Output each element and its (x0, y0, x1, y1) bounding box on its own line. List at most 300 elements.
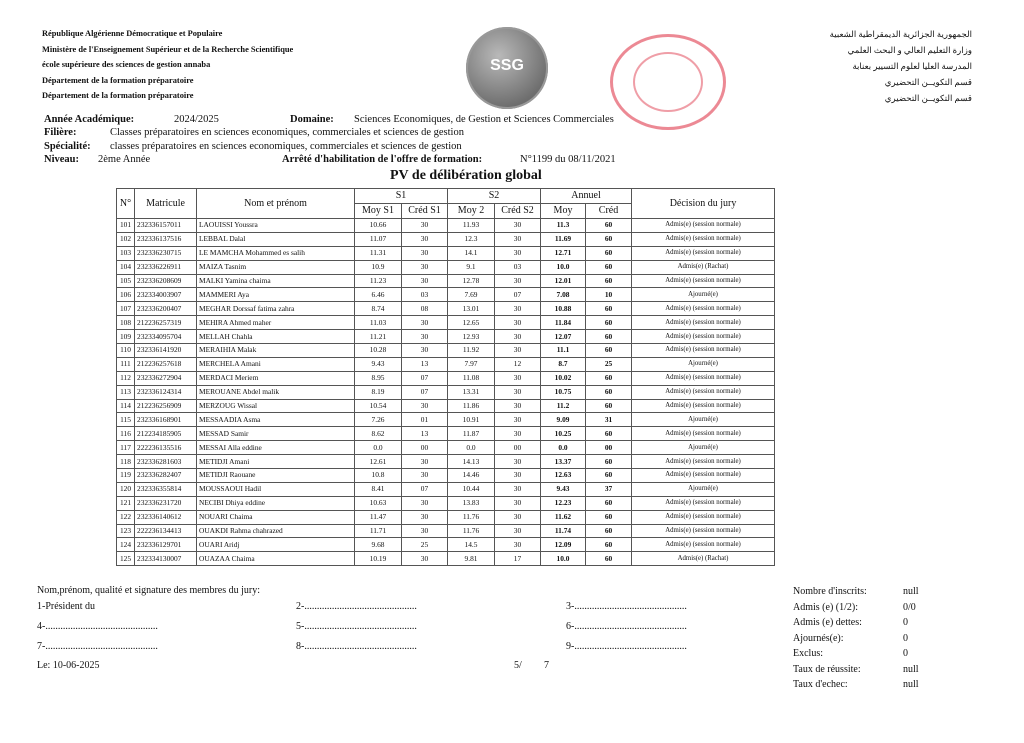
page-title: PV de délibération global (390, 168, 542, 183)
jury-member-4: 4-............................................. (37, 621, 158, 632)
cell-matricule: 232336141920 (135, 344, 197, 358)
cell-moy-s2: 12.93 (448, 330, 495, 344)
cell-matricule: 212236257618 (135, 357, 197, 371)
cell-moy: 10.02 (541, 371, 586, 385)
stat-label: Exclus: (793, 648, 823, 659)
cell-cred-s1: 30 (402, 232, 448, 246)
cell-matricule: 212236256909 (135, 399, 197, 413)
annee-value: 2024/2025 (174, 114, 219, 125)
cell-moy: 12.07 (541, 330, 586, 344)
header-left-line: Département de la formation préparatoire (42, 91, 194, 100)
header-annuel: Annuel (541, 189, 632, 204)
header-nom: Nom et prénom (197, 189, 355, 219)
header-right-line: وزارة التعليم العالي و البحث العلمي (847, 45, 972, 55)
cell-nom: MAIZA Tasnim (197, 260, 355, 274)
cell-moy-s2: 7.69 (448, 288, 495, 302)
cell-decision: Admis(e) (session normale) (632, 246, 775, 260)
cell-moy: 12.23 (541, 496, 586, 510)
cell-cred: 60 (586, 510, 632, 524)
stat-row (793, 600, 916, 616)
cell-nom: MERCHELA Amani (197, 357, 355, 371)
cell-decision: Admis(e) (session normale) (632, 399, 775, 413)
cell-no: 117 (117, 441, 135, 455)
cell-cred-s1: 30 (402, 246, 448, 260)
cell-nom: NECIBI Dhiya eddine (197, 496, 355, 510)
cell-cred-s1: 30 (402, 344, 448, 358)
cell-decision: Admis(e) (session normale) (632, 427, 775, 441)
cell-cred-s2: 30 (495, 316, 541, 330)
info-annee (44, 113, 219, 127)
cell-matricule: 232336226911 (135, 260, 197, 274)
cell-decision: Admis(e) (Rachat) (632, 552, 775, 566)
cell-no: 109 (117, 330, 135, 344)
cell-cred-s1: 30 (402, 552, 448, 566)
cell-no: 108 (117, 316, 135, 330)
cell-cred-s2: 12 (495, 357, 541, 371)
cell-cred: 60 (586, 455, 632, 469)
cell-cred-s2: 00 (495, 441, 541, 455)
cell-no: 101 (117, 219, 135, 233)
cell-decision: Admis(e) (session normale) (632, 469, 775, 483)
cell-matricule: 212236257319 (135, 316, 197, 330)
cell-no: 119 (117, 469, 135, 483)
cell-cred: 60 (586, 274, 632, 288)
table-row (117, 538, 775, 552)
cell-no: 122 (117, 510, 135, 524)
niveau-label: Niveau: (44, 154, 79, 165)
header-matricule: Matricule (135, 189, 197, 219)
header-right-line: المدرسة العليا لعلوم التسيير بعنابة (852, 61, 972, 71)
cell-cred-s2: 30 (495, 510, 541, 524)
cell-cred: 25 (586, 357, 632, 371)
jury-member-3: 3-............................................. (566, 601, 687, 612)
header-cred-s1: Créd S1 (402, 204, 448, 219)
cell-moy-s2: 10.91 (448, 413, 495, 427)
cell-decision: Ajourné(e) (632, 288, 775, 302)
stat-label: Ajournés(e): (793, 632, 844, 644)
header-left-line: République Algérienne Démocratique et Populaire (42, 29, 223, 38)
cell-moy-s2: 10.44 (448, 482, 495, 496)
cell-matricule: 232336208609 (135, 274, 197, 288)
jury-member-9: 9-............................................. (566, 641, 687, 652)
cell-decision: Admis(e) (session normale) (632, 538, 775, 552)
cell-cred: 60 (586, 232, 632, 246)
cell-matricule: 232334003907 (135, 288, 197, 302)
header-right-line: قسم التكويــن التحضيري (884, 93, 972, 103)
stats-block (793, 584, 919, 693)
cell-decision: Admis(e) (session normale) (632, 219, 775, 233)
cell-moy: 10.0 (541, 552, 586, 566)
cell-matricule: 232334095704 (135, 330, 197, 344)
cell-cred-s1: 30 (402, 496, 448, 510)
table-row (117, 316, 775, 330)
cell-cred-s1: 00 (402, 441, 448, 455)
cell-cred: 00 (586, 441, 632, 455)
cell-nom: NOUARI Chaima (197, 510, 355, 524)
school-logo: SSG (466, 27, 548, 109)
stat-label: Taux d'echec: (793, 679, 848, 690)
cell-no: 105 (117, 274, 135, 288)
cell-moy: 11.74 (541, 524, 586, 538)
cell-nom: LAOUISSI Youssra (197, 219, 355, 233)
cell-cred-s2: 30 (495, 496, 541, 510)
cell-matricule: 232336168901 (135, 413, 197, 427)
stat-row (793, 584, 919, 600)
cell-nom: MERAIHIA Malak (197, 344, 355, 358)
header-moy-s2: Moy 2 (448, 204, 495, 219)
cell-moy-s2: 11.86 (448, 399, 495, 413)
cell-decision: Admis(e) (Rachat) (632, 260, 775, 274)
cell-moy-s2: 12.3 (448, 232, 495, 246)
cell-cred-s2: 30 (495, 455, 541, 469)
cell-no: 120 (117, 482, 135, 496)
cell-moy-s1: 10.19 (355, 552, 402, 566)
cell-cred: 60 (586, 399, 632, 413)
cell-moy: 0.0 (541, 441, 586, 455)
cell-no: 112 (117, 371, 135, 385)
cell-moy-s1: 9.68 (355, 538, 402, 552)
cell-no: 123 (117, 524, 135, 538)
cell-matricule: 222236135516 (135, 441, 197, 455)
cell-moy-s2: 11.93 (448, 219, 495, 233)
table-row (117, 427, 775, 441)
cell-no: 114 (117, 399, 135, 413)
cell-moy-s2: 14.46 (448, 469, 495, 483)
stat-row (793, 615, 908, 631)
header-s1: S1 (355, 189, 448, 204)
cell-moy-s1: 11.47 (355, 510, 402, 524)
cell-moy-s2: 12.78 (448, 274, 495, 288)
header-left-line: école supérieure des sciences de gestion annaba (42, 60, 211, 69)
cell-cred-s2: 07 (495, 288, 541, 302)
cell-moy: 9.09 (541, 413, 586, 427)
cell-no: 113 (117, 385, 135, 399)
cell-moy-s2: 14.5 (448, 538, 495, 552)
header-moy-s1: Moy S1 (355, 204, 402, 219)
cell-moy-s1: 8.95 (355, 371, 402, 385)
cell-moy-s1: 10.28 (355, 344, 402, 358)
cell-cred-s1: 30 (402, 524, 448, 538)
header-right-line: الجمهورية الجزائرية الديمقراطية الشعبية (829, 29, 972, 39)
cell-cred-s2: 30 (495, 274, 541, 288)
cell-moy-s1: 7.26 (355, 413, 402, 427)
cell-moy-s2: 7.97 (448, 357, 495, 371)
table-row (117, 510, 775, 524)
cell-moy: 12.63 (541, 469, 586, 483)
cell-moy-s1: 0.0 (355, 441, 402, 455)
jury-title: Nom,prénom, qualité et signature des membres du jury: (37, 585, 261, 596)
table-row (117, 357, 775, 371)
cell-no: 125 (117, 552, 135, 566)
cell-moy-s1: 10.8 (355, 469, 402, 483)
cell-nom: OUAZAA Chaima (197, 552, 355, 566)
cell-nom: LE MAMCHA Mohammed es salih (197, 246, 355, 260)
cell-cred-s1: 30 (402, 330, 448, 344)
cell-cred: 60 (586, 330, 632, 344)
cell-cred-s1: 30 (402, 510, 448, 524)
table-row (117, 288, 775, 302)
cell-nom: METIDJI Amani (197, 455, 355, 469)
cell-nom: MESSAD Samir (197, 427, 355, 441)
filiere-value: Classes préparatoires en sciences economiques, commerciales et sciences de gestion (110, 127, 464, 138)
cell-moy-s2: 11.92 (448, 344, 495, 358)
stat-value: null (903, 679, 919, 690)
cell-cred: 60 (586, 538, 632, 552)
cell-nom: LEBBAL Dalal (197, 232, 355, 246)
cell-no: 115 (117, 413, 135, 427)
info-specialite (44, 140, 462, 154)
cell-cred-s2: 30 (495, 399, 541, 413)
cell-decision: Admis(e) (session normale) (632, 385, 775, 399)
cell-nom: MEGHAR Dorssaf fatima zahra (197, 302, 355, 316)
table-row (117, 399, 775, 413)
cell-matricule: 232336231720 (135, 496, 197, 510)
niveau-value: 2ème Année (98, 154, 151, 165)
cell-moy-s2: 11.76 (448, 524, 495, 538)
cell-no: 106 (117, 288, 135, 302)
cell-moy-s1: 11.23 (355, 274, 402, 288)
cell-cred-s2: 30 (495, 524, 541, 538)
cell-cred-s1: 30 (402, 399, 448, 413)
cell-cred-s1: 13 (402, 427, 448, 441)
cell-cred: 60 (586, 219, 632, 233)
annee-label: Année Académique: (44, 114, 135, 125)
table-row (117, 302, 775, 316)
jury-member-8: 8-............................................. (296, 641, 417, 652)
cell-moy-s2: 14.13 (448, 455, 495, 469)
stat-row (793, 631, 908, 647)
cell-cred-s1: 30 (402, 316, 448, 330)
cell-cred-s2: 30 (495, 219, 541, 233)
cell-decision: Admis(e) (session normale) (632, 302, 775, 316)
cell-moy-s2: 0.0 (448, 441, 495, 455)
cell-cred: 60 (586, 260, 632, 274)
cell-cred-s2: 30 (495, 427, 541, 441)
cell-matricule: 232336200407 (135, 302, 197, 316)
cell-no: 111 (117, 357, 135, 371)
stat-row (793, 646, 908, 662)
table-row (117, 232, 775, 246)
cell-decision: Ajourné(e) (632, 482, 775, 496)
cell-cred-s1: 08 (402, 302, 448, 316)
cell-matricule: 232334130007 (135, 552, 197, 566)
cell-nom: OUAKDI Rahma chahrazed (197, 524, 355, 538)
header-left-line: Ministère de l'Enseignement Supérieur et de la Recherche Scientifique (42, 44, 294, 54)
stat-value: null (903, 663, 919, 675)
cell-matricule: 232336355814 (135, 482, 197, 496)
cell-decision: Admis(e) (session normale) (632, 232, 775, 246)
cell-nom: OUARI Aridj (197, 538, 355, 552)
cell-cred: 60 (586, 427, 632, 441)
cell-cred-s1: 30 (402, 455, 448, 469)
header-s2: S2 (448, 189, 541, 204)
header-right (830, 26, 972, 106)
cell-decision: Ajourné(e) (632, 441, 775, 455)
stat-row (793, 677, 919, 693)
cell-moy-s1: 11.07 (355, 232, 402, 246)
cell-cred-s2: 30 (495, 482, 541, 496)
cell-nom: MOUSSAOUI Hadil (197, 482, 355, 496)
cell-moy: 8.7 (541, 357, 586, 371)
cell-cred: 60 (586, 316, 632, 330)
cell-nom: MEROUANE Abdel malik (197, 385, 355, 399)
header-moy: Moy (541, 204, 586, 219)
cell-cred-s1: 30 (402, 219, 448, 233)
cell-moy-s1: 11.21 (355, 330, 402, 344)
cell-cred-s1: 07 (402, 385, 448, 399)
filiere-label: Filière: (44, 127, 77, 138)
table-row (117, 469, 775, 483)
table-row (117, 455, 775, 469)
info-arrete (282, 153, 616, 167)
cell-matricule: 232336124314 (135, 385, 197, 399)
deliberation-table (116, 188, 775, 566)
cell-moy-s1: 6.46 (355, 288, 402, 302)
cell-nom: MERDACI Meriem (197, 371, 355, 385)
table-row (117, 344, 775, 358)
cell-cred: 60 (586, 246, 632, 260)
cell-moy-s1: 11.31 (355, 246, 402, 260)
cell-cred: 60 (586, 552, 632, 566)
cell-moy-s2: 9.1 (448, 260, 495, 274)
cell-decision: Admis(e) (session normale) (632, 344, 775, 358)
cell-moy-s1: 10.66 (355, 219, 402, 233)
cell-decision: Admis(e) (session normale) (632, 316, 775, 330)
page-total: 7 (544, 660, 549, 671)
cell-moy: 10.0 (541, 260, 586, 274)
cell-decision: Admis(e) (session normale) (632, 455, 775, 469)
cell-moy-s1: 8.74 (355, 302, 402, 316)
specialite-value: classes préparatoires en sciences economiques, commerciales et sciences de gestion (110, 141, 462, 152)
stat-value: null (903, 586, 919, 597)
cell-moy-s1: 11.03 (355, 316, 402, 330)
cell-nom: MESSAI Alla eddine (197, 441, 355, 455)
info-niveau (44, 153, 151, 167)
table-row (117, 524, 775, 538)
jury-member-5: 5-............................................. (296, 621, 417, 632)
cell-moy-s2: 13.83 (448, 496, 495, 510)
cell-matricule: 232336281603 (135, 455, 197, 469)
info-filiere (44, 126, 464, 140)
cell-decision: Ajourné(e) (632, 413, 775, 427)
cell-nom: METIDJI Raouane (197, 469, 355, 483)
stat-label: Admis (e) dettes: (793, 617, 862, 628)
header-cred: Créd (586, 204, 632, 219)
cell-matricule: 222236134413 (135, 524, 197, 538)
table-row (117, 219, 775, 233)
cell-moy-s1: 8.41 (355, 482, 402, 496)
table-row (117, 330, 775, 344)
official-stamp (610, 34, 726, 130)
cell-moy: 9.43 (541, 482, 586, 496)
cell-moy-s1: 9.43 (355, 357, 402, 371)
header-left (42, 26, 293, 104)
cell-no: 102 (117, 232, 135, 246)
cell-moy-s2: 13.31 (448, 385, 495, 399)
footer-date: Le: 10-06-2025 (37, 660, 100, 671)
stat-value: 0 (903, 648, 908, 659)
cell-moy: 11.2 (541, 399, 586, 413)
cell-cred-s1: 07 (402, 482, 448, 496)
cell-cred: 60 (586, 385, 632, 399)
table-row (117, 371, 775, 385)
cell-decision: Ajourné(e) (632, 357, 775, 371)
cell-matricule: 232336282407 (135, 469, 197, 483)
cell-decision: Admis(e) (session normale) (632, 510, 775, 524)
cell-cred-s1: 07 (402, 371, 448, 385)
cell-cred: 60 (586, 344, 632, 358)
cell-nom: MEHIRA Ahmed maher (197, 316, 355, 330)
cell-moy-s2: 12.65 (448, 316, 495, 330)
cell-moy-s1: 12.61 (355, 455, 402, 469)
cell-cred-s2: 30 (495, 538, 541, 552)
cell-cred: 60 (586, 469, 632, 483)
cell-nom: MESSAADIA Asma (197, 413, 355, 427)
stat-row (793, 662, 919, 678)
stat-label: Taux de réussite: (793, 663, 861, 675)
table-body (117, 219, 775, 566)
cell-moy: 11.84 (541, 316, 586, 330)
cell-no: 124 (117, 538, 135, 552)
cell-moy: 12.71 (541, 246, 586, 260)
cell-moy-s1: 11.71 (355, 524, 402, 538)
cell-moy-s1: 10.9 (355, 260, 402, 274)
cell-moy: 7.08 (541, 288, 586, 302)
cell-cred-s2: 30 (495, 330, 541, 344)
stat-label: Nombre d'inscrits: (793, 586, 867, 597)
cell-cred-s1: 30 (402, 260, 448, 274)
cell-cred: 31 (586, 413, 632, 427)
cell-no: 104 (117, 260, 135, 274)
arrete-value: N°1199 du 08/11/2021 (520, 154, 616, 165)
jury-president: 1-Président du (37, 601, 96, 612)
header-cred-s2: Créd S2 (495, 204, 541, 219)
cell-matricule: 232336272904 (135, 371, 197, 385)
cell-cred-s2: 30 (495, 385, 541, 399)
table-row (117, 260, 775, 274)
table-row (117, 413, 775, 427)
cell-moy-s2: 9.81 (448, 552, 495, 566)
cell-moy: 13.37 (541, 455, 586, 469)
header-no: N° (117, 189, 135, 219)
cell-matricule: 232336140612 (135, 510, 197, 524)
cell-moy: 12.01 (541, 274, 586, 288)
cell-nom: MALKI Yamina chaima (197, 274, 355, 288)
cell-moy-s1: 8.62 (355, 427, 402, 441)
domaine-label: Domaine: (290, 114, 334, 125)
cell-no: 110 (117, 344, 135, 358)
stat-value: 0/0 (903, 601, 916, 613)
cell-cred-s2: 30 (495, 232, 541, 246)
cell-nom: MELLAH Chahla (197, 330, 355, 344)
cell-decision: Admis(e) (session normale) (632, 330, 775, 344)
cell-cred-s1: 01 (402, 413, 448, 427)
stat-label: Admis (e) (1/2): (793, 601, 858, 613)
stat-value: 0 (903, 617, 908, 628)
cell-moy: 11.69 (541, 232, 586, 246)
cell-cred-s2: 30 (495, 344, 541, 358)
header-right-line: قسم التكويــن التحضيري (884, 77, 972, 87)
cell-moy: 11.3 (541, 219, 586, 233)
cell-no: 107 (117, 302, 135, 316)
cell-cred-s1: 25 (402, 538, 448, 552)
cell-cred-s2: 30 (495, 246, 541, 260)
stat-value: 0 (903, 632, 908, 644)
cell-moy-s2: 11.87 (448, 427, 495, 441)
cell-moy-s1: 10.63 (355, 496, 402, 510)
cell-decision: Admis(e) (session normale) (632, 371, 775, 385)
arrete-label: Arrêté d'habilitation de l'offre de formation: (282, 154, 483, 165)
